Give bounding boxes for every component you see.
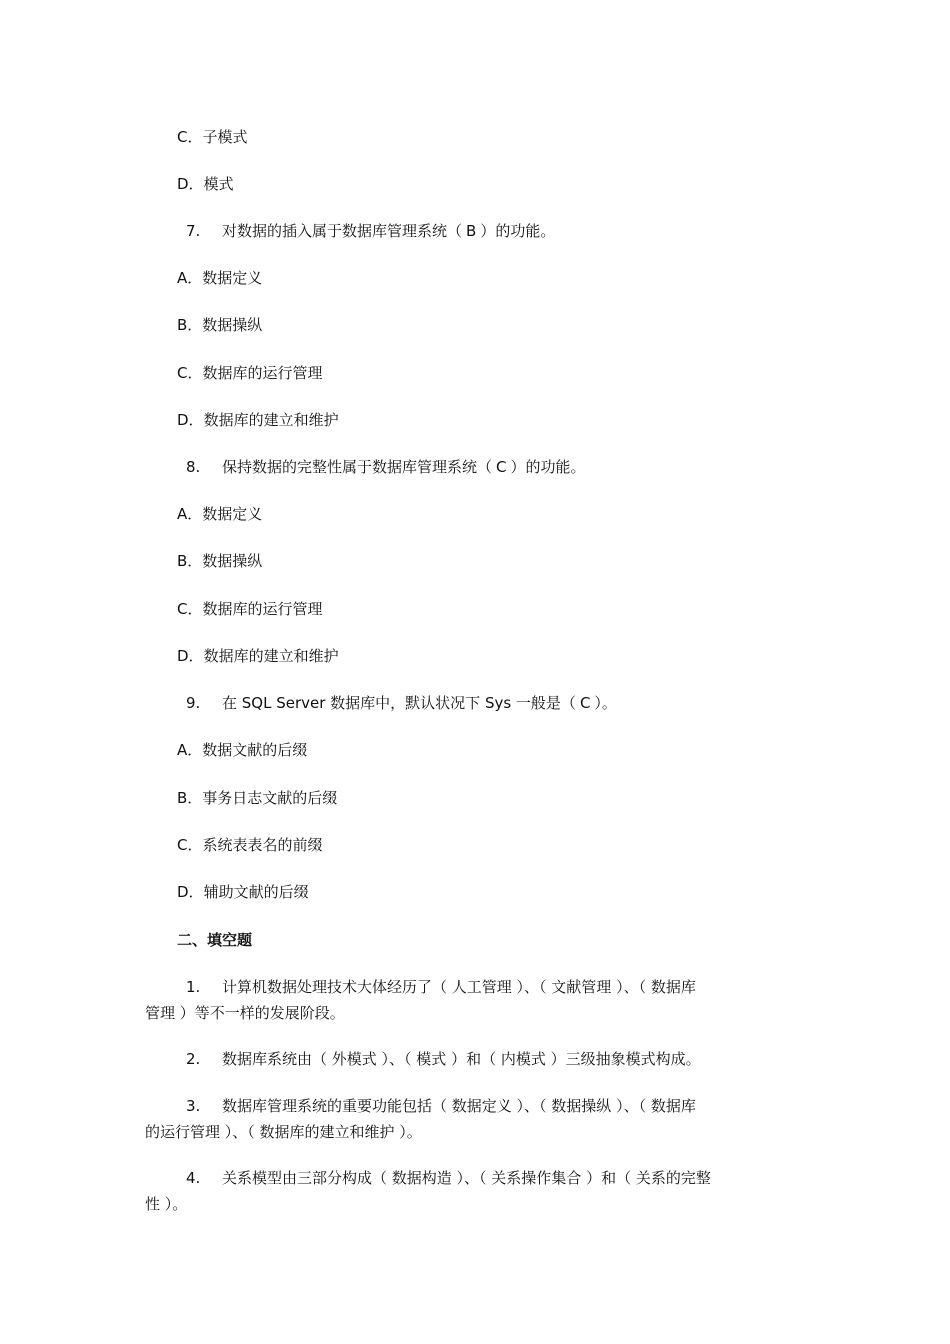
- question-text-before: 保持数据的完整性属于数据库管理系统（: [222, 458, 493, 476]
- q9-option-b: [177, 788, 337, 808]
- q7-option-b: [177, 315, 262, 335]
- question-9: [186, 693, 617, 713]
- q8-option-c: [177, 599, 323, 619]
- option-letter: C．: [177, 128, 203, 146]
- fill-text-line2: 的运行管理 ）、（ 数据库的建立和维护 ）。: [145, 1123, 422, 1141]
- question-answer: C: [496, 458, 507, 476]
- fill-text-line2: 性 ）。: [145, 1195, 188, 1213]
- fill-text-line2: 管理 ）等不一样的发展阶段。: [145, 1004, 345, 1022]
- question-answer: C: [579, 694, 591, 712]
- question-7: [186, 221, 555, 241]
- fill-item-4: [145, 1165, 800, 1217]
- question-number: 9.: [186, 694, 201, 712]
- fill-text-line1: 数据库系统由（ 外模式 ）、（ 模式 ）和（ 内模式 ）三级抽象模式构成。: [222, 1050, 701, 1068]
- question-number: 8.: [186, 458, 201, 476]
- fill-text-line1: 计算机数据处理技术大体经历了（ 人工管理 ）、（ 文献管理 ）、（ 数据库: [222, 978, 696, 996]
- option-text: 事务日志文献的后缀: [202, 789, 338, 807]
- fill-item-2: [145, 1046, 800, 1072]
- question-number: 7.: [186, 222, 201, 240]
- option-text: 模式: [203, 175, 234, 193]
- option-letter: D．: [177, 647, 204, 665]
- fill-item-1: [145, 974, 800, 1026]
- q8-option-b: [177, 551, 262, 571]
- question-8: [186, 457, 586, 477]
- option-letter: A．: [177, 741, 203, 759]
- fill-item-3: [145, 1093, 800, 1145]
- q7-option-a: [177, 268, 262, 288]
- question-text-after: ）的功能。: [510, 458, 586, 476]
- question-text-after: ）的功能。: [480, 222, 556, 240]
- question-text-before: 在 SQL Server 数据库中，默认状况下 Sys 一般是（: [222, 694, 576, 712]
- q6-option-d: [177, 174, 234, 194]
- option-text: 数据文献的后缀: [202, 741, 308, 759]
- option-text: 辅助文献的后缀: [203, 883, 309, 901]
- option-text: 数据库的运行管理: [202, 364, 323, 382]
- fill-text-line1: 关系模型由三部分构成（ 数据构造 ）、（ 关系操作集合 ）和（ 关系的完整: [222, 1169, 711, 1187]
- question-answer: B: [466, 222, 477, 240]
- option-letter: A．: [177, 269, 203, 287]
- question-text-before: 对数据的插入属于数据库管理系统（: [222, 222, 463, 240]
- option-text: 子模式: [202, 128, 248, 146]
- option-letter: C．: [177, 364, 203, 382]
- q9-option-c: [177, 835, 323, 855]
- option-letter: B．: [177, 789, 203, 807]
- option-letter: C．: [177, 836, 203, 854]
- option-letter: D．: [177, 883, 204, 901]
- option-text: 数据库的建立和维护: [203, 647, 339, 665]
- fill-number: 4.: [186, 1169, 201, 1187]
- fill-number: 1.: [186, 978, 201, 996]
- q7-option-d: [177, 410, 339, 430]
- option-text: 数据操纵: [202, 316, 263, 334]
- option-letter: D．: [177, 411, 204, 429]
- option-text: 数据库的运行管理: [202, 600, 323, 618]
- option-text: 数据定义: [202, 269, 263, 287]
- option-text: 数据操纵: [202, 552, 263, 570]
- question-text-after: ）。: [594, 694, 617, 712]
- option-text: 系统表表名的前缀: [202, 836, 323, 854]
- option-letter: A．: [177, 505, 203, 523]
- fill-number: 2.: [186, 1050, 201, 1068]
- q8-option-a: [177, 504, 262, 524]
- option-letter: B．: [177, 316, 203, 334]
- q9-option-d: [177, 882, 309, 902]
- q8-option-d: [177, 646, 339, 666]
- option-text: 数据库的建立和维护: [203, 411, 339, 429]
- section-heading: 二、填空题: [177, 931, 253, 949]
- fill-number: 3.: [186, 1097, 201, 1115]
- fill-text-line1: 数据库管理系统的重要功能包括（ 数据定义 ）、（ 数据操纵 ）、（ 数据库: [222, 1097, 696, 1115]
- q9-option-a: [177, 740, 307, 760]
- option-text: 数据定义: [202, 505, 263, 523]
- option-letter: B．: [177, 552, 203, 570]
- option-letter: C．: [177, 600, 203, 618]
- option-letter: D．: [177, 175, 204, 193]
- q6-option-c: [177, 127, 248, 147]
- q7-option-c: [177, 363, 323, 383]
